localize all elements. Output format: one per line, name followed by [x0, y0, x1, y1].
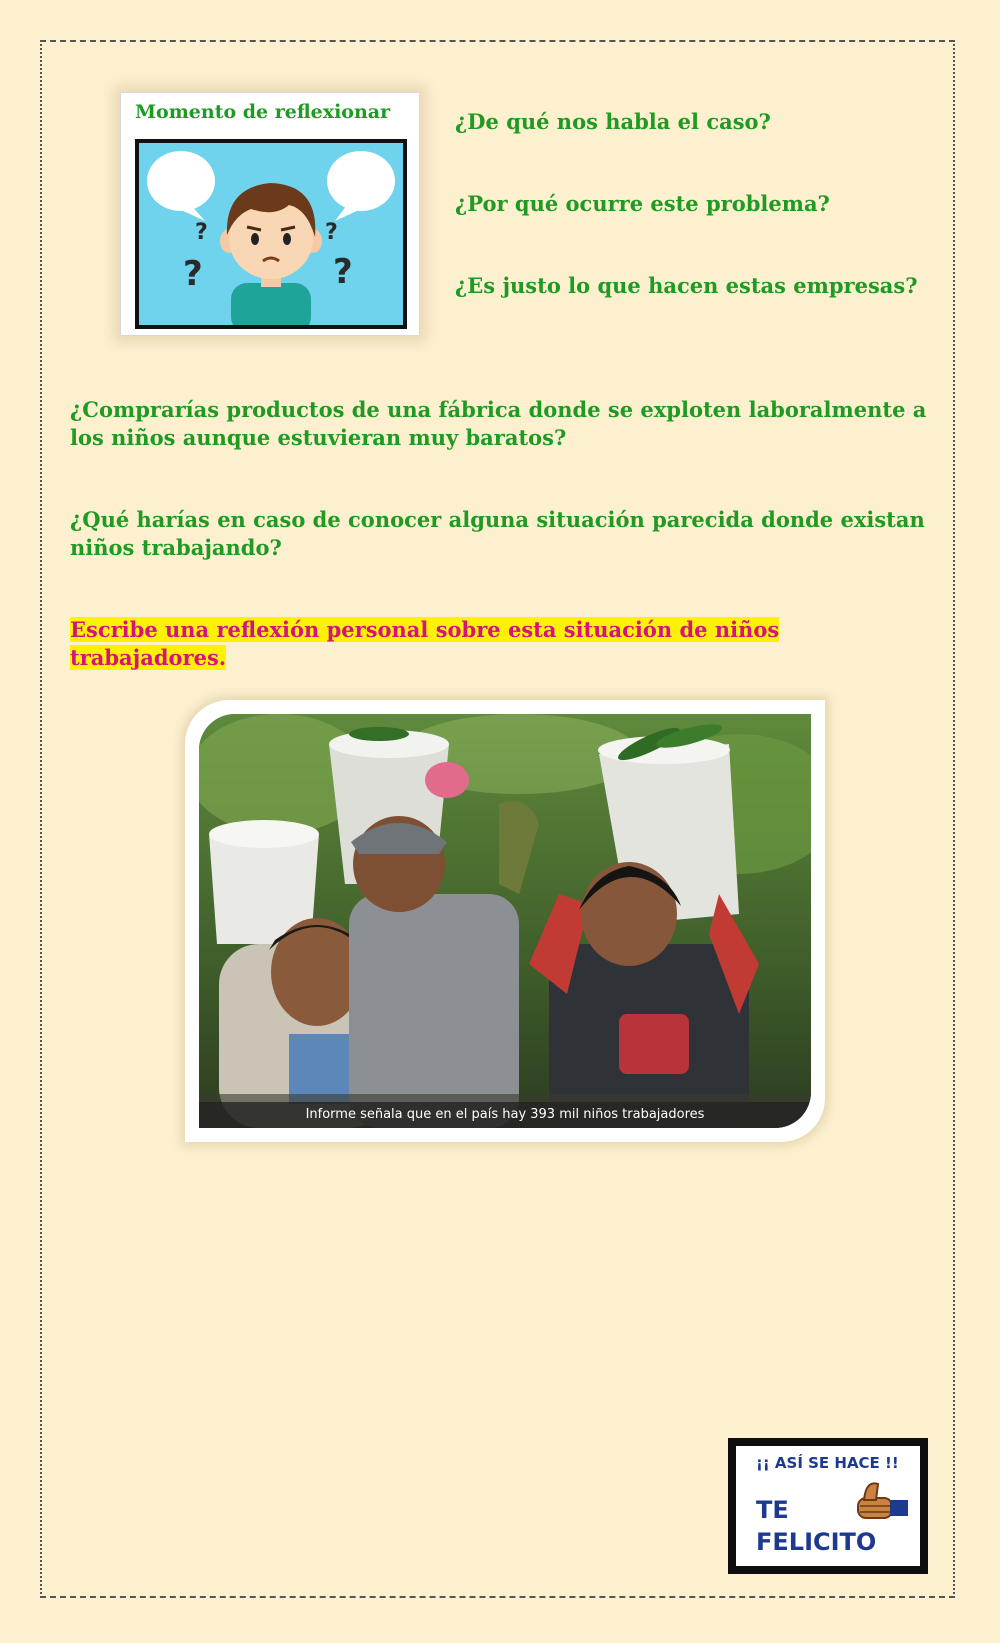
stamp-top-text: ¡¡ ASÍ SE HACE !! [756, 1454, 899, 1472]
svg-text:?: ? [333, 252, 353, 292]
thinking-child-icon [135, 139, 407, 329]
task-prompt-text: Escribe una reflexión personal sobre esta situación de niños trabajadores. [70, 617, 780, 670]
stamp-line-1: TE [756, 1496, 789, 1524]
photo-frame [185, 700, 825, 1142]
question-4: ¿Comprarías productos de una fábrica donde se exploten laboralmente a los niños aunque estuvieran muy baratos? [70, 397, 927, 450]
question-2: ¿Por qué ocurre este problema? [455, 191, 830, 216]
thumbs-up-icon [856, 1476, 912, 1532]
svg-text:?: ? [183, 254, 203, 294]
congrats-stamp-inner [736, 1446, 920, 1566]
question-5: ¿Qué harías en caso de conocer alguna situación parecida donde existan niños trabajando? [70, 507, 925, 560]
stamp-line-2: FELICITO [756, 1528, 877, 1556]
reflection-card [120, 92, 420, 336]
photo-caption: Informe señala que en el país hay 393 mil niños trabajadores [199, 1102, 811, 1128]
reflection-card-title: Momento de reflexionar [135, 101, 391, 123]
task-prompt [70, 616, 810, 672]
svg-text:?: ? [195, 220, 208, 245]
child-labor-photo [199, 714, 811, 1128]
question-3: ¿Es justo lo que hacen estas empresas? [455, 273, 918, 298]
congrats-stamp [728, 1438, 928, 1574]
svg-text:?: ? [325, 220, 338, 245]
question-1: ¿De qué nos habla el caso? [455, 109, 771, 134]
